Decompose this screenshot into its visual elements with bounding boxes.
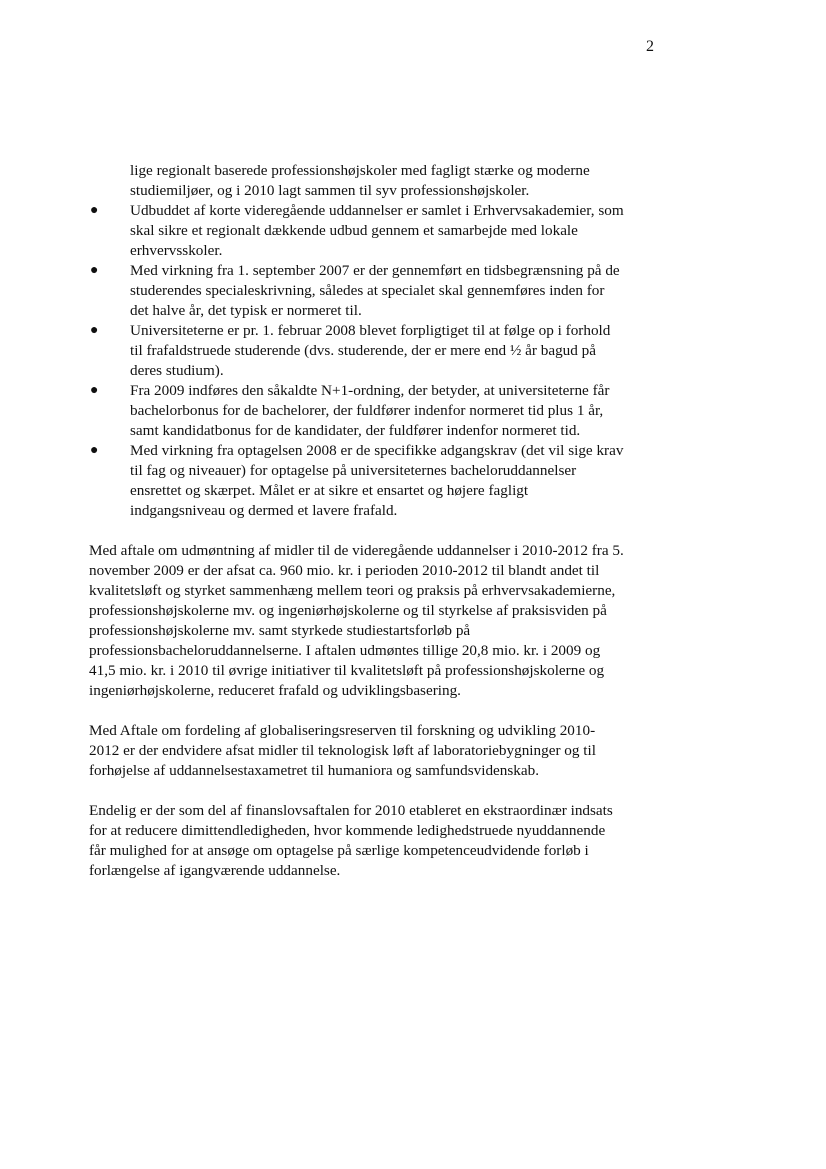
bullet-icon: ● [90,443,99,458]
bullet-icon: ● [90,203,99,218]
document-body [89,161,624,881]
bullet-icon: ● [90,323,99,338]
bullet-item [89,381,624,441]
body-paragraph: Med aftale om udmøntning af midler til de videregående uddannelser i 2010-2012 fra 5. november 2009 er der afsat ca. 960 mio. kr. i perioden 2010-2012 til blandt andet til kvalitetsløft og styrket sammenhæng mellem teori og praksis på erhvervsakademierne, professionshøjskolerne mv. og ingeniørhøjskolerne og til styrkelse af praksisviden på professionshøjskolerne mv. samt styrkede studiestartsforløb på professionsbacheloruddannelserne. I aftalen udmøntes tillige 20,8 mio. kr. i 2009 og 41,5 mio. kr. i 2010 til øvrige initiativer til kvalitetsløft på professionshøjskolerne og ingeniørhøjskolerne, reduceret frafald og udviklingsbasering. [89,542,624,699]
bullet-item [89,441,624,521]
body-paragraph: Endelig er der som del af finanslovsaftalen for 2010 etableret en ekstraordinær indsats for at reducere dimittendledigheden, hvor kommende ledighedstruede nyuddannende får mulighed for at ansøge om optagelse på særlige kompetenceudvidende forløb i forlængelse af igangværende uddannelse. [89,802,613,879]
bullet-text: Med virkning fra 1. september 2007 er der gennemført en tidsbegrænsning på de studerendes specialeskrivning, således at specialet skal gennemføres inden for det halve år, det typisk er normeret til. [130,262,620,319]
bullet-icon: ● [90,383,99,398]
bullet-text: Universiteterne er pr. 1. februar 2008 blevet forpligtiget til at følge op i forhold til frafaldstruede studerende (dvs. studerende, der er mere end ½ år bagud på deres studium). [130,322,611,379]
bullet-item [89,201,624,261]
body-paragraph: Med Aftale om fordeling af globaliseringsreserven til forskning og udvikling 2010-2012 er der endvidere afsat midler til teknologisk løft af laboratoriebygninger og til forhøjelse af uddannelsestaxametret til humaniora og samfundsvidenskab. [89,722,596,779]
bullet-item [89,321,624,381]
bullet-text: Med virkning fra optagelsen 2008 er de specifikke adgangskrav (det vil sige krav til fag og niveauer) for optagelse på universiteternes bacheloruddannelser ensrettet og skærpet. Målet er at sikre et ensartet og højere fagligt indgangsniveau og dermed et lavere frafald. [130,442,624,519]
continuation-paragraph: lige regionalt baserede professionshøjskoler med fagligt stærke og moderne studiemiljøer, og i 2010 lagt sammen til syv professionshøjskoler. [130,162,590,199]
bullet-list [89,201,624,521]
bullet-text: Fra 2009 indføres den såkaldte N+1-ordning, der betyder, at universiteterne får bachelorbonus for de bachelorer, der fuldfører indenfor normeret tid plus 1 år, samt kandidatbonus for de kandidater, der fuldfører indenfor normeret tid. [130,382,610,439]
bullet-item [89,261,624,321]
bullet-text: Udbuddet af korte videregående uddannelser er samlet i Erhvervsakademier, som skal sikre et regionalt dækkende udbud gennem et samarbejde med lokale erhvervsskoler. [130,202,624,259]
page-number: 2 [646,38,654,55]
bullet-icon: ● [90,263,99,278]
